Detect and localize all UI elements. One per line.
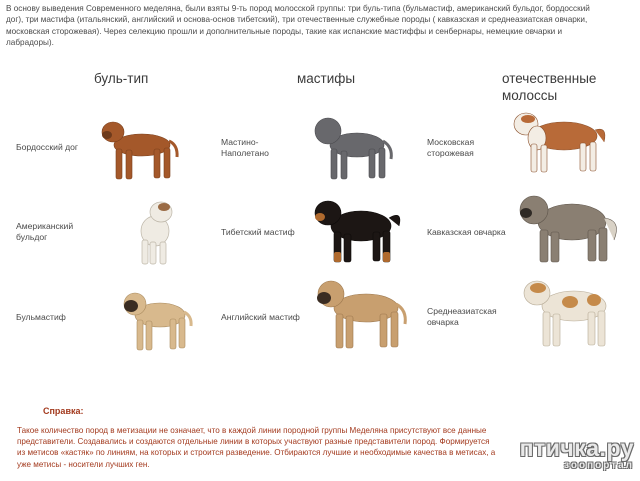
breed-label-tibetan: Тибетский мастиф bbox=[221, 227, 295, 237]
dog-icon bbox=[520, 276, 618, 352]
breed-label-bordeaux: Бордосский дог bbox=[16, 142, 79, 152]
watermark-main: птичка.ру bbox=[519, 435, 634, 461]
dog-icon bbox=[516, 190, 622, 268]
dog-icon bbox=[120, 288, 194, 356]
breed-label-moscow: Московская сторожевая bbox=[427, 137, 475, 158]
intro-paragraph: В основу выведения Современного меделяна, были взяты 9-ть пород молосской группы: три буль-типа (бульмастиф, американский бульдог, бордосский дог), три мастифа (итальянский, английский и основа-основ тибетский), три отечественные служебные породы ( кавказская и среднеазиатская овчарки, московская сторожевая). Через селекцию прошли и дополнительные породы, такие как испанские мастиффы и сенбернары, немецкие овчарки и лабрадоры). bbox=[6, 4, 590, 47]
dog-icon bbox=[98, 115, 184, 185]
column-header-native-molossus: отечественные молоссы bbox=[502, 71, 597, 103]
dog-icon bbox=[314, 276, 410, 354]
dog-icon bbox=[311, 115, 397, 185]
column-header-bull-type: буль-тип bbox=[94, 71, 149, 86]
breed-label-bullmastiff: Бульмастиф bbox=[16, 312, 66, 322]
note-title: Справка: bbox=[43, 406, 84, 416]
watermark-sub: зоопортал bbox=[564, 460, 634, 471]
dog-icon bbox=[311, 196, 405, 268]
dog-icon bbox=[133, 198, 179, 268]
column-header-mastiffs: мастифы bbox=[297, 71, 356, 86]
breed-label-central-asian: Среднеазиатская овчарка bbox=[427, 306, 497, 327]
breed-label-caucasian: Кавказская овчарка bbox=[427, 227, 506, 237]
breed-label-english: Английский мастиф bbox=[221, 312, 300, 322]
breed-label-american-bulldog: Американский бульдог bbox=[16, 221, 74, 242]
dog-icon bbox=[510, 110, 610, 176]
note-text: Такое количество пород в метизации не означает, что в каждой линии породной группы Меделяна присутствуют все данные представители. Создавались и создаются отдельные линии в которых участвуют разные представители пород. Формируется из метисов «кастяк» по линиям, на которых и строится разведение. Отбираются лучшие и необходимые качества в метисах, а уже метисы - носители лучших ген. bbox=[17, 426, 496, 469]
watermark bbox=[520, 435, 634, 471]
breed-label-mastino: Мастино-Наполетано bbox=[221, 137, 269, 158]
